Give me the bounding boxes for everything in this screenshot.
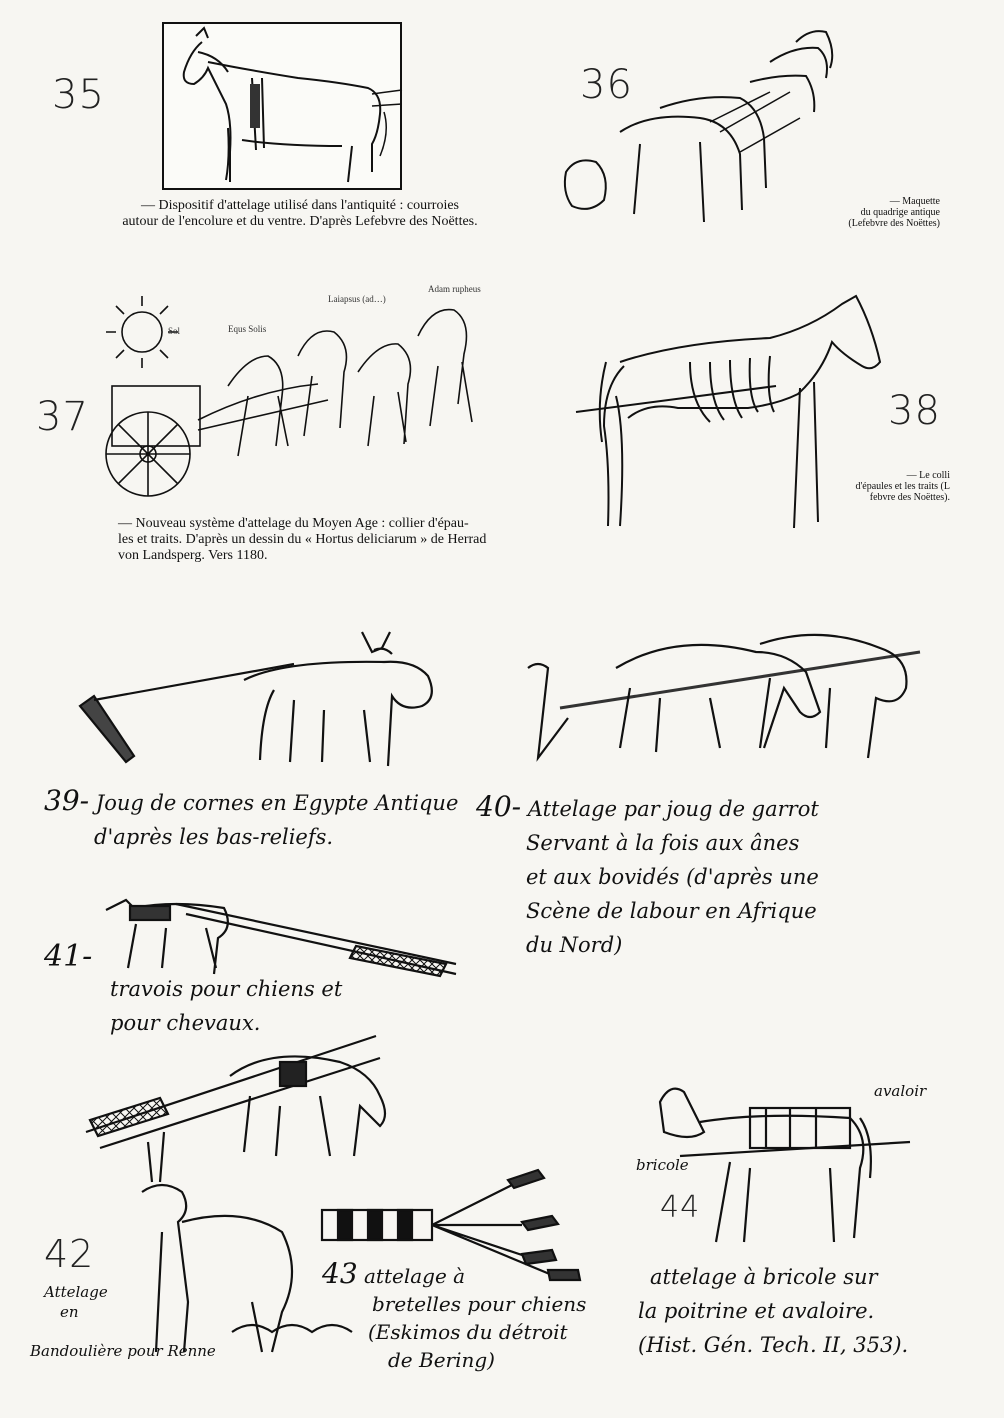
figure-40-caption-line: Attelage par joug de garrot: [527, 797, 819, 821]
figure-36-caption-line: du quadrige antique: [860, 207, 940, 218]
figure-44-label-bricole: bricole: [636, 1156, 689, 1174]
figure-40-caption-line: Scène de labour en Afrique: [526, 899, 817, 923]
figure-37-handwritten-gloss: Laiapsus (ad…): [328, 294, 386, 304]
figure-43-caption-line: de Bering): [388, 1348, 495, 1372]
figure-41-caption-line: travois pour chiens et: [110, 977, 343, 1001]
figure-40-caption-line: du Nord): [526, 933, 623, 957]
figure-44-number: 44: [660, 1190, 701, 1225]
figure-38-caption: [790, 470, 950, 503]
figure-41-caption-line: pour chevaux.: [110, 1011, 261, 1035]
figure-43-caption-line: attelage à: [364, 1264, 466, 1288]
figure-40-caption-line: Servant à la fois aux ânes: [526, 831, 800, 855]
figure-38-caption-line: febvre des Noëttes).: [869, 492, 950, 503]
figure-44-caption: [638, 1260, 908, 1362]
figure-38-caption-line: — Le colli: [906, 470, 950, 481]
figure-39-ox-plough-drawing: [74, 620, 444, 774]
figure-35-number: 35: [52, 72, 105, 118]
figure-40-number: 40-: [476, 790, 522, 823]
figure-35-caption-line: — Dispositif d'attelage utilisé dans l'antiquité : courroies: [140, 198, 460, 213]
figure-39-number: 39-: [44, 784, 90, 817]
figure-35-horse-harness-illustration: [162, 22, 402, 194]
figure-37-caption-line: von Landsperg. Vers 1180.: [118, 548, 268, 563]
figure-37-handwritten-gloss: Sol: [168, 326, 181, 336]
figure-44-caption-line: attelage à bricole sur: [650, 1265, 878, 1289]
figure-38-number: 38: [888, 388, 941, 434]
figure-43-caption-line: bretelles pour chiens: [372, 1292, 587, 1316]
figure-37-caption-line: les et traits. D'après un dessin du « Hortus deliciarum » de Herrad: [118, 532, 487, 547]
figure-38-caption-line: d'épaules et les traits (L: [855, 481, 950, 492]
figure-42-number: 42: [44, 1232, 95, 1276]
figure-36-caption-line: (Lefebvre des Noëttes): [848, 218, 940, 229]
figure-42-caption-line: en: [60, 1303, 79, 1321]
figure-40-caption-line: et aux bovidés (d'après une: [526, 865, 819, 889]
figure-44-label-avaloir: avaloir: [874, 1082, 927, 1100]
figure-37-handwritten-gloss: Adam rupheus: [428, 284, 481, 294]
figure-37-handwritten-gloss: Equs Solis: [228, 324, 267, 334]
figure-43-caption: [322, 1257, 587, 1374]
figure-41-number-text: 41-: [44, 939, 93, 974]
figure-44-caption-line: (Hist. Gén. Tech. II, 353).: [638, 1333, 909, 1357]
figure-35-caption-line: autour de l'encolure et du ventre. D'après Lefebvre des Noëttes.: [122, 214, 478, 229]
figure-42-reindeer-drawing: [112, 1132, 332, 1366]
figure-40-caption: [476, 790, 819, 962]
figure-36-number: 36: [580, 62, 633, 108]
figure-37-number: 37: [36, 394, 89, 440]
figure-44-caption-line: la poitrine et avaloire.: [638, 1299, 875, 1323]
figure-36-caption: [770, 196, 940, 229]
figure-37-caption: [118, 516, 558, 564]
figure-36-caption-line: — Maquette: [889, 196, 940, 207]
figure-40-donkey-and-ox-yoke-drawing: [520, 628, 920, 772]
figure-43-caption-line: (Eskimos du détroit: [368, 1320, 568, 1344]
figure-37-caption-line: — Nouveau système d'attelage du Moyen Age : collier d'épau-: [118, 516, 469, 531]
figure-39-caption: [44, 784, 458, 854]
figure-42-caption: [44, 1282, 108, 1322]
figure-43-number: 43: [322, 1257, 358, 1290]
figure-37-medieval-chariot-illustration: [98, 286, 528, 510]
figure-41-caption: [110, 972, 342, 1040]
figure-39-caption-line: d'après les bas-reliefs.: [94, 825, 334, 849]
figure-41-number: [44, 940, 92, 976]
figure-42-caption-line: Attelage: [44, 1283, 108, 1301]
figure-42-caption-line-bottom: Bandoulière pour Renne: [30, 1342, 216, 1360]
figure-35-caption: [58, 198, 542, 230]
figure-39-caption-line: Joug de cornes en Egypte Antique: [95, 791, 459, 815]
